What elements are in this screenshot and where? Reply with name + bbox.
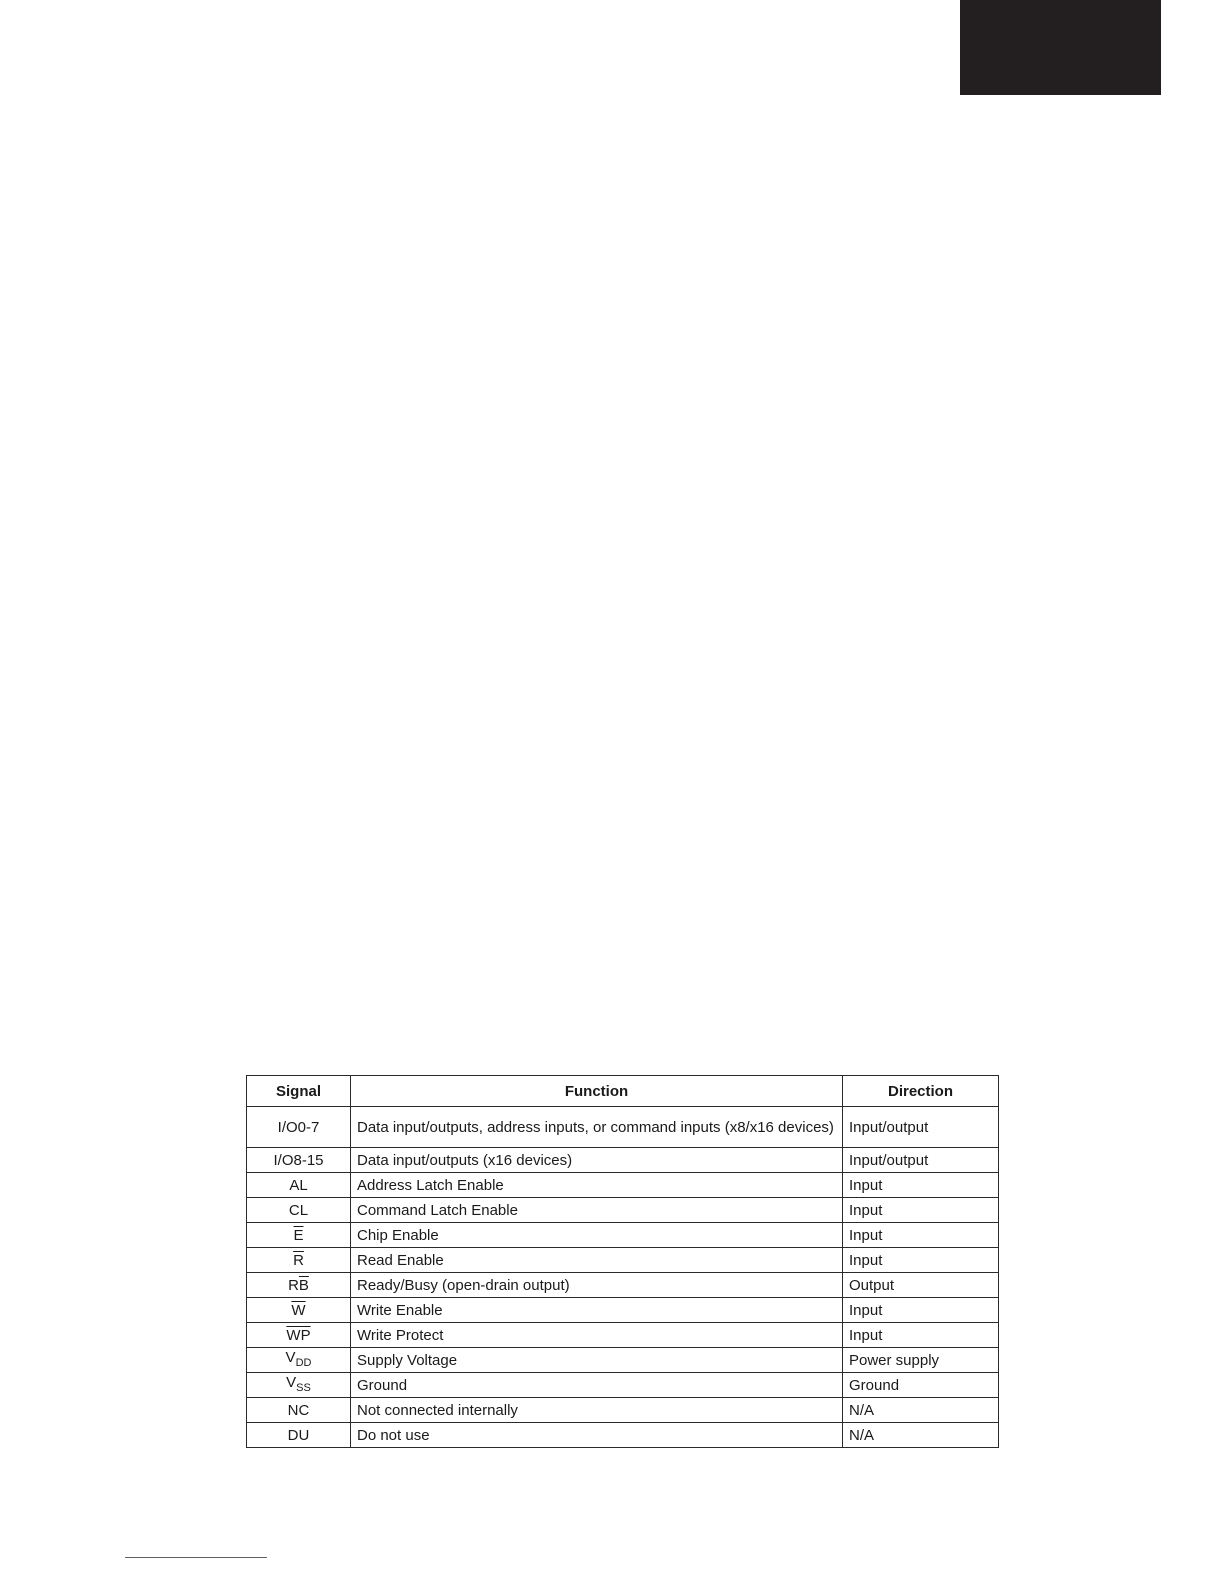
table-row [247,1323,999,1348]
direction-cell: Output [843,1273,999,1298]
function-cell: Not connected internally [351,1398,843,1423]
signal-cell [247,1298,351,1323]
table-row [247,1148,999,1173]
signal-overbar-text: $\overline{R}$ [293,1251,304,1269]
table-row [247,1298,999,1323]
signal-cell: AL [247,1173,351,1198]
signal-cell: CL [247,1198,351,1223]
direction-cell: Input [843,1323,999,1348]
direction-cell: Input [843,1173,999,1198]
function-cell: Ready/Busy (open-drain output) [351,1273,843,1298]
table-row [247,1198,999,1223]
table-row [247,1107,999,1148]
header-function: Function [351,1076,843,1107]
function-cell: Write Protect [351,1323,843,1348]
table-row [247,1398,999,1423]
signal-overbar-text: $\overline{B}$ [298,1276,309,1294]
direction-cell: Input [843,1198,999,1223]
signal-cell: I/O8-15 [247,1148,351,1173]
signal-cell [247,1273,351,1298]
signal-text: R [288,1276,299,1294]
table-row [247,1248,999,1273]
function-cell: Ground [351,1373,843,1398]
direction-cell: Input [843,1223,999,1248]
direction-cell: Input [843,1298,999,1323]
signal-cell: I/O0-7 [247,1107,351,1148]
function-cell: Write Enable [351,1298,843,1323]
signal-cell [247,1348,351,1373]
signal-subscript: DD [295,1356,312,1369]
direction-cell: N/A [843,1398,999,1423]
signal-text: V [285,1348,296,1366]
table-row [247,1373,999,1398]
signal-overbar-text: $\overline{E}$ [293,1226,304,1244]
function-cell: Data input/outputs, address inputs, or command inputs (x8/x16 devices) [351,1107,843,1148]
table-row [247,1348,999,1373]
direction-cell: Power supply [843,1348,999,1373]
signal-cell [247,1223,351,1248]
function-cell: Chip Enable [351,1223,843,1248]
function-cell: Do not use [351,1423,843,1448]
table-header-row [247,1076,999,1107]
function-cell: Data input/outputs (x16 devices) [351,1148,843,1173]
signal-cell: DU [247,1423,351,1448]
header-signal: Signal [247,1076,351,1107]
signal-table [246,1075,999,1448]
table-row [247,1223,999,1248]
signal-cell [247,1248,351,1273]
function-cell: Supply Voltage [351,1348,843,1373]
table-row [247,1423,999,1448]
footnote-rule [125,1557,267,1558]
signal-cell: NC [247,1398,351,1423]
signal-cell [247,1323,351,1348]
corner-tab-block [960,0,1161,95]
signal-overbar-text: $\overline{W}$ [291,1301,306,1319]
direction-cell: Input/output [843,1148,999,1173]
signal-text: V [286,1373,297,1391]
direction-cell: Input/output [843,1107,999,1148]
function-cell: Read Enable [351,1248,843,1273]
direction-cell: Input [843,1248,999,1273]
table-row [247,1173,999,1198]
direction-cell: N/A [843,1423,999,1448]
table-row [247,1273,999,1298]
function-cell: Command Latch Enable [351,1198,843,1223]
header-direction: Direction [843,1076,999,1107]
direction-cell: Ground [843,1373,999,1398]
signal-subscript: SS [296,1381,311,1394]
signal-cell [247,1373,351,1398]
signal-overbar-text: $\overline{WP}$ [286,1326,311,1344]
function-cell: Address Latch Enable [351,1173,843,1198]
